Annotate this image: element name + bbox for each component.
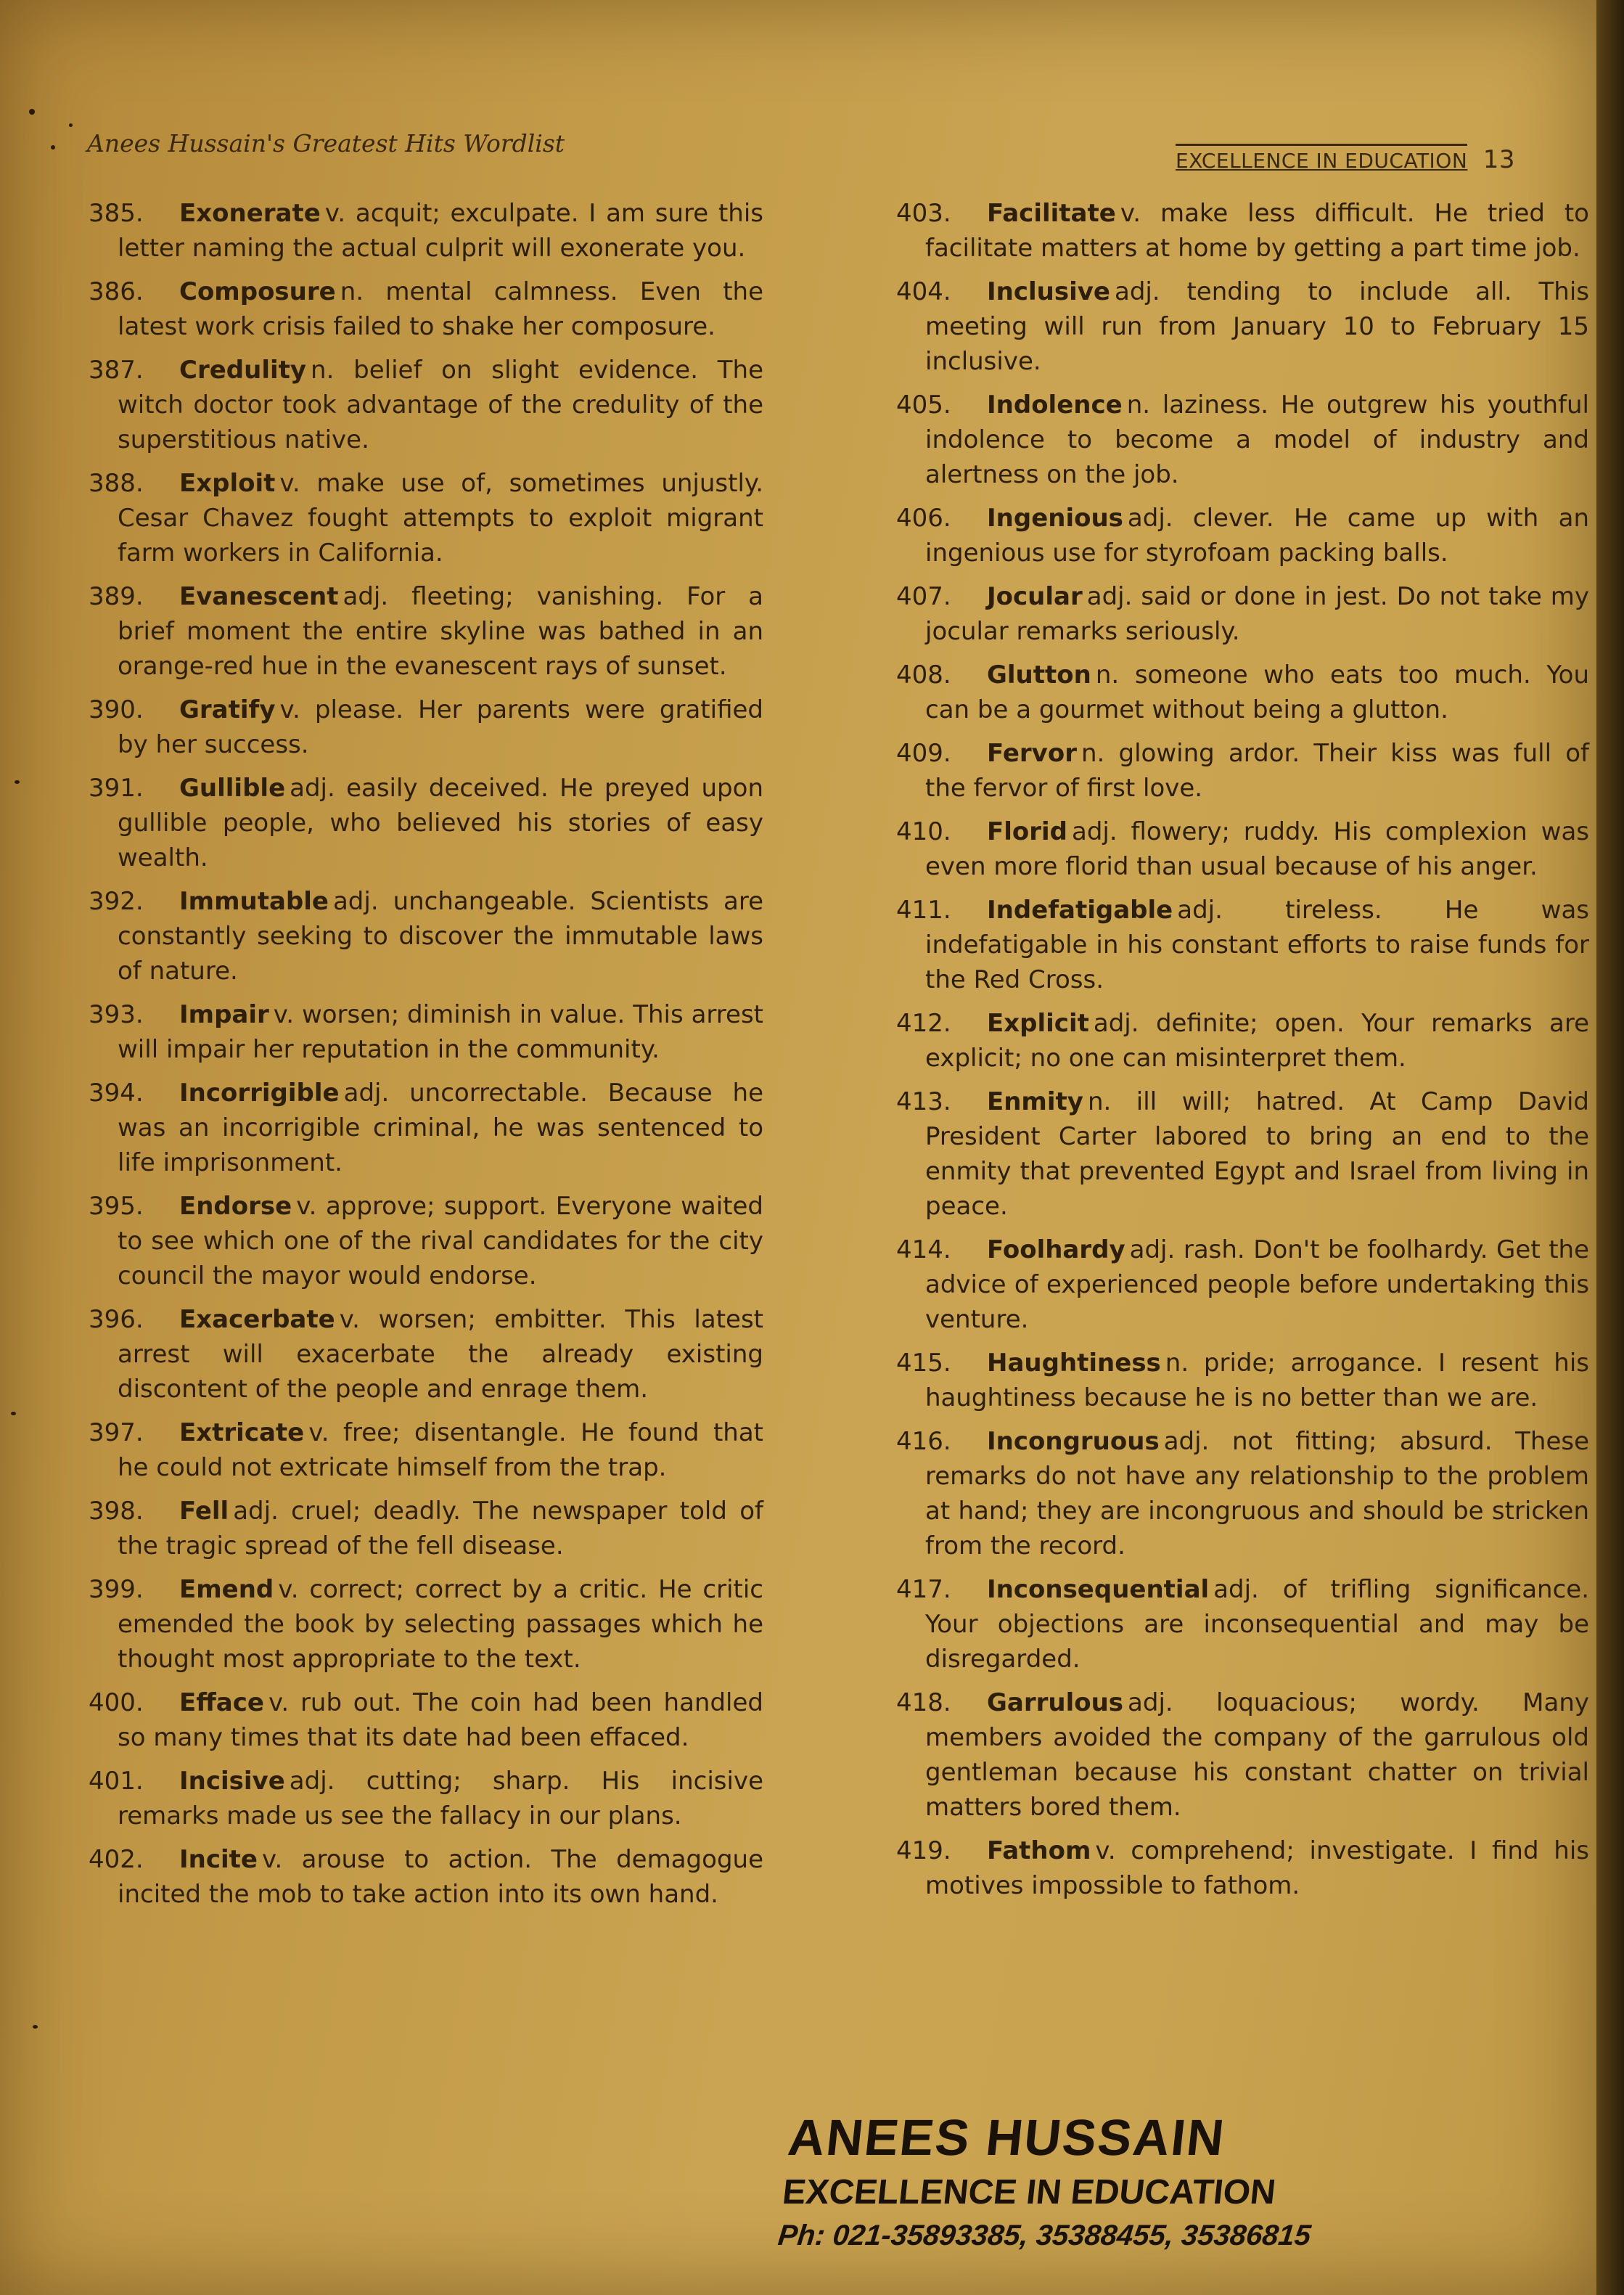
entry-word: Incisive: [179, 1767, 285, 1796]
wordlist-entry: [67, 1842, 763, 1912]
wordlist-entry: [67, 1572, 763, 1677]
entry-word: Inclusive: [987, 277, 1110, 306]
wordlist-entry: [67, 353, 763, 457]
entry-word: Explicit: [987, 1009, 1089, 1038]
wordlist-entry: [67, 196, 763, 266]
entry-word: Gullible: [179, 774, 286, 803]
entry-number: 410.: [896, 817, 951, 846]
entry-number: 418.: [896, 1688, 951, 1717]
entry-definition: adj. not fitting; absurd. These remarks do not have any relationship to the problem at hand; they are incongruous and should be stricken from the record.: [925, 1427, 1589, 1560]
entry-definition: v. arouse to action. The demagogue incited the mob to take action into its own hand.: [118, 1845, 763, 1909]
entry-word: Gratify: [179, 695, 276, 724]
entry-number: 387.: [89, 356, 144, 385]
entry-definition: v. worsen; diminish in value. This arrest will impair her reputation in the community.: [118, 1000, 763, 1064]
entry-definition: v. worsen; embitter. This latest arrest will exacerbate the already existing discontent of the people and enrage them.: [118, 1305, 763, 1404]
entry-number: 415.: [896, 1349, 951, 1378]
entry-number: 398.: [89, 1497, 144, 1526]
footer-brand: [776, 2108, 1324, 2257]
entry-number: 405.: [896, 390, 951, 420]
running-header-title: Anees Hussain's Greatest Hits Wordlist: [87, 129, 565, 158]
entry-word: Jocular: [987, 582, 1083, 611]
entry-word: Fervor: [987, 739, 1077, 768]
wordlist-entry: [67, 579, 763, 684]
wordlist-entry: [874, 1833, 1589, 1903]
entry-word: Exacerbate: [179, 1305, 335, 1334]
wordlist-entry: [874, 579, 1589, 649]
entry-definition: adj. cruel; deadly. The newspaper told of the tragic spread of the fell disease.: [118, 1497, 763, 1560]
entry-number: 396.: [89, 1305, 144, 1334]
wordlist-entry: [67, 884, 763, 989]
ink-speck: [51, 145, 55, 150]
wordlist-entry: [67, 1494, 763, 1563]
wordlist-entry: [874, 893, 1589, 997]
entry-definition: n. ill will; hatred. At Camp David President Carter labored to bring an end to the enmity that prevented Egypt and Israel from living in peace.: [925, 1087, 1589, 1221]
entry-word: Endorse: [179, 1192, 292, 1221]
entry-definition: v. rub out. The coin had been handled so many times that its date had been effaced.: [118, 1688, 763, 1752]
entry-number: 417.: [896, 1575, 951, 1604]
entry-word: Indolence: [987, 390, 1123, 420]
entry-number: 392.: [89, 887, 144, 916]
wordlist-entry: [874, 196, 1589, 266]
entry-definition: n. belief on slight evidence. The witch doctor took advantage of the credulity of the superstitious native.: [118, 356, 763, 454]
entry-definition: adj. unchangeable. Scientists are constantly seeking to discover the immutable laws of nature.: [118, 887, 763, 986]
wordlist-entry: [874, 1232, 1589, 1337]
footer-tagline: EXCELLENCE IN EDUCATION: [780, 2173, 1278, 2212]
entry-definition: adj. said or done in jest. Do not take my jocular remarks seriously.: [925, 582, 1589, 646]
entry-number: 408.: [896, 660, 951, 690]
entry-number: 403.: [896, 199, 951, 228]
entry-word: Florid: [987, 817, 1067, 846]
entry-word: Foolhardy: [987, 1235, 1125, 1264]
entry-number: 419.: [896, 1836, 951, 1865]
entry-word: Evanescent: [179, 582, 339, 611]
entry-word: Incorrigible: [179, 1079, 340, 1108]
page-edge-shadow: [1596, 0, 1624, 2295]
entry-definition: adj. definite; open. Your remarks are explicit; no one can misinterpret them.: [925, 1009, 1589, 1073]
entry-number: 409.: [896, 739, 951, 768]
entry-word: Garrulous: [987, 1688, 1124, 1717]
entry-definition: adj. flowery; ruddy. His complexion was even more florid than usual because of his anger.: [925, 817, 1589, 881]
page-number: 13: [1482, 145, 1515, 174]
header-brand-title: EXCELLENCE IN EDUCATION: [1176, 144, 1467, 173]
entry-definition: adj. tireless. He was indefatigable in his constant efforts to raise funds for the Red Cross.: [925, 896, 1589, 994]
entry-word: Composure: [179, 277, 336, 306]
entry-word: Impair: [179, 1000, 269, 1029]
entry-definition: n. pride; arrogance. I resent his haughtiness because he is no better than we are.: [925, 1349, 1589, 1412]
ink-speck: [15, 780, 20, 784]
entry-definition: adj. cutting; sharp. His incisive remarks made us see the fallacy in our plans.: [118, 1767, 763, 1830]
entry-word: Credulity: [179, 356, 307, 385]
entry-number: 414.: [896, 1235, 951, 1264]
entry-number: 391.: [89, 774, 144, 803]
wordlist-entry: [874, 388, 1589, 492]
left-column: [67, 196, 763, 1920]
footer-phone: Ph: 021-35893385, 35388455, 35386815: [776, 2220, 1313, 2251]
wordlist-entry: [874, 658, 1589, 727]
entry-number: 399.: [89, 1575, 144, 1604]
entry-number: 412.: [896, 1009, 951, 1038]
entry-number: 388.: [89, 469, 144, 498]
entry-definition: v. make use of, sometimes unjustly. Cesar Chavez fought attempts to exploit migrant farm workers in California.: [118, 469, 763, 568]
wordlist-entry: [874, 1424, 1589, 1563]
wordlist-entry: [67, 771, 763, 875]
wordlist-entry: [874, 1572, 1589, 1677]
entry-definition: adj. clever. He came up with an ingenious use for styrofoam packing balls.: [925, 504, 1589, 568]
wordlist-entry: [67, 692, 763, 762]
entry-word: Glutton: [987, 660, 1091, 690]
running-header-right: [1176, 145, 1515, 174]
entry-number: 397.: [89, 1418, 144, 1447]
wordlist-entry: [67, 1189, 763, 1293]
entry-number: 385.: [89, 199, 144, 228]
entry-word: Incite: [179, 1845, 258, 1874]
entry-number: 404.: [896, 277, 951, 306]
wordlist-entry: [67, 1302, 763, 1407]
ink-speck: [29, 109, 35, 115]
entry-number: 416.: [896, 1427, 951, 1456]
entry-word: Incongruous: [987, 1427, 1160, 1456]
wordlist-entry: [874, 274, 1589, 379]
entry-number: 389.: [89, 582, 144, 611]
entry-number: 394.: [89, 1079, 144, 1108]
entry-definition: v. approve; support. Everyone waited to see which one of the rival candidates for the city council the mayor would endorse.: [118, 1192, 763, 1290]
wordlist-entry: [67, 466, 763, 570]
ink-speck: [69, 123, 73, 127]
entry-definition: n. glowing ardor. Their kiss was full of the fervor of first love.: [925, 739, 1589, 803]
entry-number: 413.: [896, 1087, 951, 1116]
entry-word: Haughtiness: [987, 1349, 1161, 1378]
wordlist-entry: [874, 1006, 1589, 1076]
entry-definition: adj. loquacious; wordy. Many members avoided the company of the garrulous old gentleman because his constant chatter on trivial matters bored them.: [925, 1688, 1589, 1822]
wordlist-entry: [67, 274, 763, 344]
wordlist-entry: [67, 1415, 763, 1485]
entry-word: Inconsequential: [987, 1575, 1210, 1604]
entry-word: Emend: [179, 1575, 274, 1604]
entry-number: 386.: [89, 277, 144, 306]
entry-definition: n. mental calmness. Even the latest work crisis failed to shake her composure.: [118, 277, 763, 341]
entry-number: 411.: [896, 896, 951, 925]
entry-number: 395.: [89, 1192, 144, 1221]
entry-definition: adj. tending to include all. This meeting will run from January 10 to February 15 inclusive.: [925, 277, 1589, 376]
ink-speck: [11, 1412, 16, 1415]
entry-definition: adj. rash. Don't be foolhardy. Get the advice of experienced people before undertaking this venture.: [925, 1235, 1589, 1334]
wordlist-entry: [874, 814, 1589, 884]
entry-word: Immutable: [179, 887, 329, 916]
wordlist-entry: [67, 1685, 763, 1755]
entry-number: 402.: [89, 1845, 144, 1874]
footer-name: ANEES HUSSAIN: [785, 2109, 1229, 2166]
wordlist-entry: [67, 1764, 763, 1833]
entry-number: 407.: [896, 582, 951, 611]
wordlist-entry: [67, 1076, 763, 1180]
entry-definition: adj. fleeting; vanishing. For a brief moment the entire skyline was bathed in an orange-red hue in the evanescent rays of sunset.: [118, 582, 763, 681]
entry-definition: v. please. Her parents were gratified by her success.: [118, 695, 763, 759]
wordlist-entry: [67, 997, 763, 1067]
entry-word: Fathom: [987, 1836, 1091, 1865]
wordlist-entry: [874, 736, 1589, 806]
entry-definition: n. laziness. He outgrew his youthful indolence to become a model of industry and alertness on the job.: [925, 390, 1589, 489]
entry-definition: v. acquit; exculpate. I am sure this letter naming the actual culprit will exonerate you.: [118, 199, 763, 263]
wordlist-entry: [874, 1084, 1589, 1224]
entry-word: Indefatigable: [987, 896, 1173, 925]
entry-definition: v. free; disentangle. He found that he could not extricate himself from the trap.: [118, 1418, 763, 1482]
entry-definition: n. someone who eats too much. You can be a gourmet without being a glutton.: [925, 660, 1589, 724]
entry-definition: adj. of trifling significance. Your objections are inconsequential and may be disregarded.: [925, 1575, 1589, 1674]
entry-number: 406.: [896, 504, 951, 533]
entry-word: Ingenious: [987, 504, 1123, 533]
entry-number: 400.: [89, 1688, 144, 1717]
entry-word: Efface: [179, 1688, 264, 1717]
wordlist-entry: [874, 1346, 1589, 1415]
entry-word: Fell: [179, 1497, 229, 1526]
right-column: [874, 196, 1589, 1912]
entry-definition: adj. easily deceived. He preyed upon gullible people, who believed his stories of easy wealth.: [118, 774, 763, 872]
entry-definition: v. correct; correct by a critic. He critic emended the book by selecting passages which he thought most appropriate to the text.: [118, 1575, 763, 1674]
entry-number: 393.: [89, 1000, 144, 1029]
entry-word: Enmity: [987, 1087, 1083, 1116]
entry-definition: v. comprehend; investigate. I find his motives impossible to fathom.: [925, 1836, 1589, 1900]
entry-word: Exonerate: [179, 199, 321, 228]
entry-number: 401.: [89, 1767, 144, 1796]
entry-definition: v. make less difficult. He tried to facilitate matters at home by getting a part time job.: [925, 199, 1589, 263]
entry-word: Exploit: [179, 469, 276, 498]
ink-speck: [33, 2025, 38, 2029]
entry-definition: adj. uncorrectable. Because he was an incorrigible criminal, he was sentenced to life imprisonment.: [118, 1079, 763, 1177]
entry-number: 390.: [89, 695, 144, 724]
entry-word: Facilitate: [987, 199, 1116, 228]
wordlist-entry: [874, 1685, 1589, 1825]
wordlist-entry: [874, 501, 1589, 570]
entry-word: Extricate: [179, 1418, 305, 1447]
